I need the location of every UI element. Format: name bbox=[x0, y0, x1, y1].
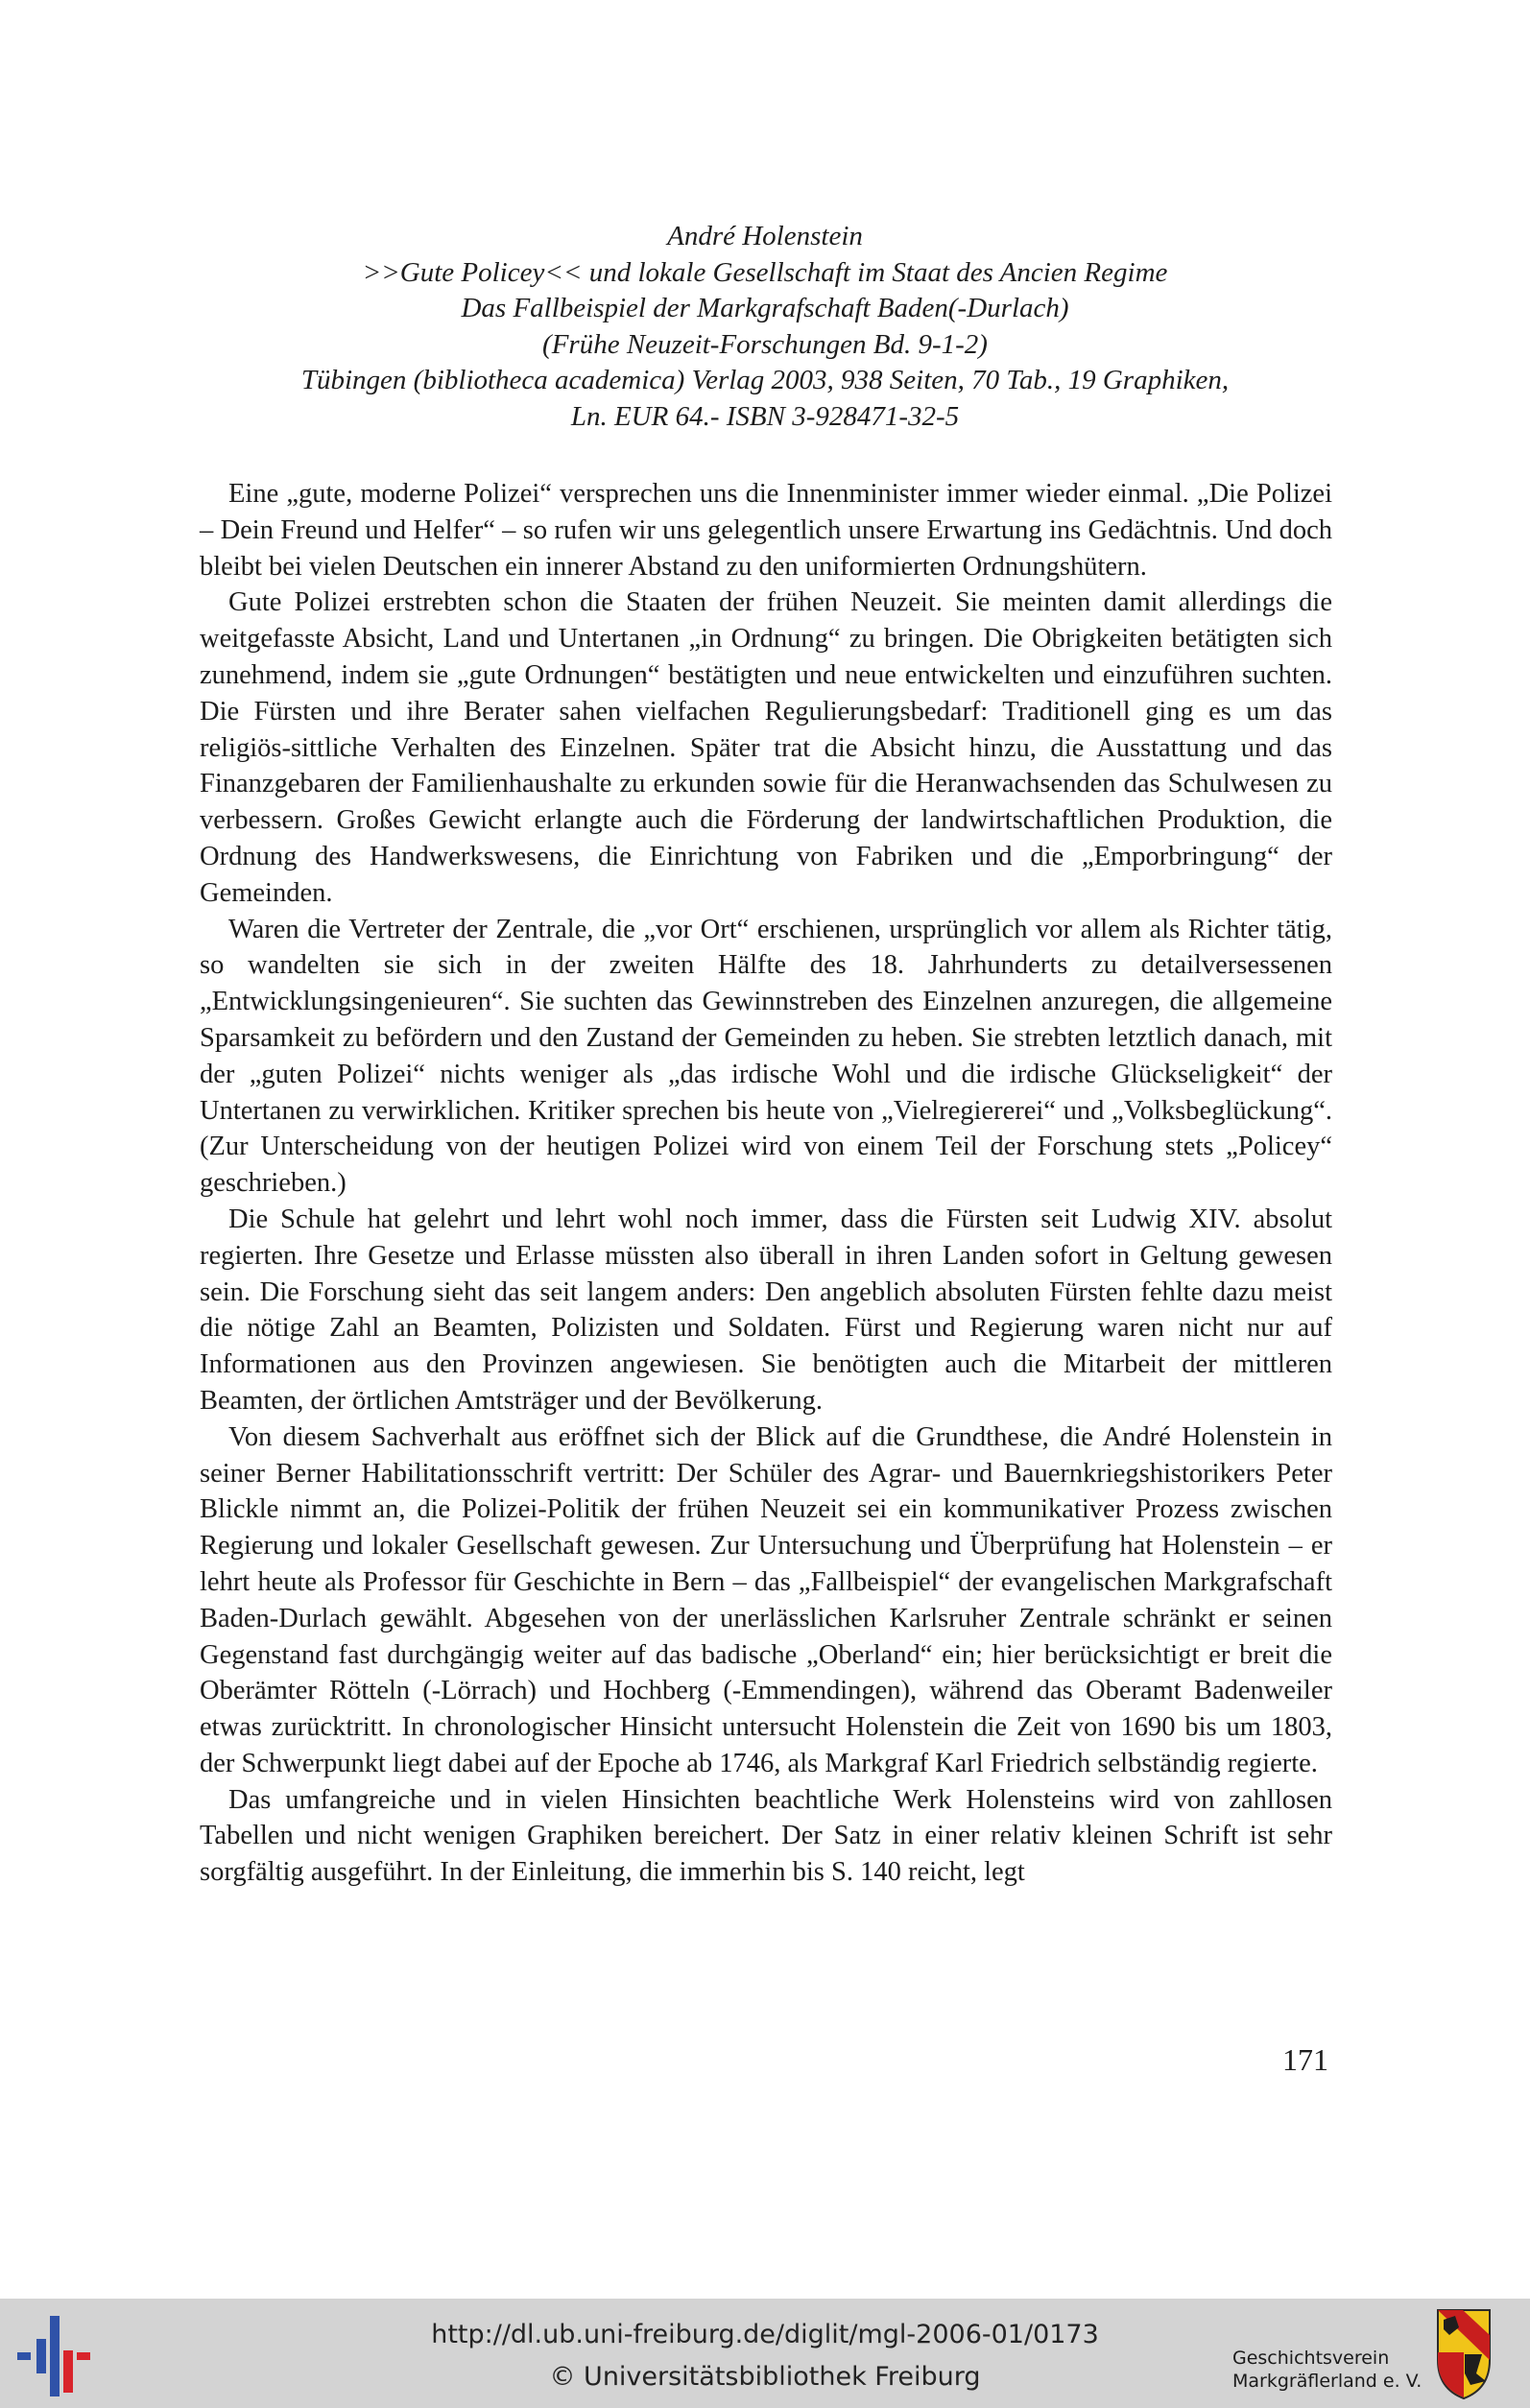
coat-of-arms-icon bbox=[1436, 2306, 1492, 2400]
society-name-line: Geschichtsverein bbox=[1232, 2348, 1390, 2369]
paragraph: Eine „gute, moderne Polizei“ versprechen uns die Innenminister immer wieder einmal. „Die Polizei – Dein Freund und Helfer“ – so rufen wir uns gelegentlich unsere Erwartung ins Gedächtnis. Und doch bleibt bei vielen Deutschen ein innerer Abstand zu den uniformierten Ordnungshütern. bbox=[200, 479, 1332, 582]
book-publisher: Tübingen (bibliotheca academica) Verlag 2003, 938 Seiten, 70 Tab., 19 Graphiken, bbox=[300, 365, 1230, 395]
review-header bbox=[192, 219, 1338, 435]
paragraph: Das umfangreiche und in vielen Hinsichten beachtliche Werk Holensteins wird von zahllosen Tabellen und nicht wenigen Graphiken bereichert. Der Satz in einer relativ kleinen Schrift ist sehr sorgfältig ausgeführt. In der Einleitung, die immerhin bis S. 140 reicht, legt bbox=[200, 1784, 1332, 1888]
book-price-isbn: Ln. EUR 64.- ISBN 3-928471-32-5 bbox=[570, 400, 960, 432]
copyright-notice: © Universitätsbibliothek Freiburg bbox=[549, 2362, 981, 2392]
book-author: André Holenstein bbox=[667, 221, 863, 251]
book-title: >>Gute Policey<< und lokale Gesellschaft im Staat des Ancien Regime bbox=[362, 256, 1168, 288]
book-subtitle: Das Fallbeispiel der Markgrafschaft Baden(-Durlach) bbox=[461, 293, 1069, 323]
review-body bbox=[200, 476, 1332, 1891]
society-name[interactable] bbox=[1232, 2347, 1422, 2393]
paragraph: Waren die Vertreter der Zentrale, die „vor Ort“ erschienen, ursprünglich vor allem als Richter tätig, so wandelten sie sich in der zweiten Hälfte des 18. Jahrhunderts zu detailversessenen „Entwicklungsingenieuren“. Sie suchten das Gewinnstreben des Einzelnen anzuregen, die allgemeine Sparsamkeit zu befördern und den Zustand der Gemeinden zu heben. Sie strebten letztlich danach, mit der „guten Polizei“ nichts weniger als „das irdische Wohl und die irdische Glückseligkeit“ der Untertanen zu verwirklichen. Kritiker sprechen bis heute von „Vielregiererei“ und „Volksbeglückung“. (Zur Unterscheidung von der heutigen Polizei wird von einem Teil der Forschung stets „Policey“ geschrieben.) bbox=[200, 914, 1332, 1199]
book-series: (Frühe Neuzeit-Forschungen Bd. 9-1-2) bbox=[542, 328, 988, 360]
permalink-url[interactable]: http://dl.ub.uni-freiburg.de/diglit/mgl-2006-01/0173 bbox=[431, 2320, 1099, 2349]
society-name-line: Markgräflerland e. V. bbox=[1232, 2371, 1422, 2392]
digitization-footer bbox=[0, 2299, 1530, 2408]
paragraph: Die Schule hat gelehrt und lehrt wohl noch immer, dass die Fürsten seit Ludwig XIV. absolut regierten. Ihre Gesetze und Erlasse müssten also überall in ihren Landen sofort in Geltung gewesen sein. Die Forschung sieht das seit langem anders: Den angeblich absoluten Fürsten fehlte dazu meist die nötige Zahl an Beamten, Polizisten und Soldaten. Fürst und Regierung waren nicht nur auf Informationen aus den Provinzen angewiesen. Sie benötigten auch die Mitarbeit der mittleren Beamten, der örtlichen Amtsträger und der Bevölkerung. bbox=[200, 1204, 1332, 1416]
paragraph: Von diesem Sachverhalt aus eröffnet sich der Blick auf die Grundthese, die André Holenstein in seiner Berner Habilitationsschrift vertritt: Der Schüler des Agrar- und Bauernkriegshistorikers Peter Blickle nimmt an, die Polizei-Politik der frühen Neuzeit sei ein kommunikativer Prozess zwischen Regierung und lokaler Gesellschaft gewesen. Zur Untersuchung und Überprüfung hat Holenstein – er lehrt heute als Professor für Geschichte in Bern – das „Fallbeispiel“ der evangelischen Markgrafschaft Baden-Durlach gewählt. Abgesehen von der unerlässlichen Karlsruher Zentrale schränkt er seinen Gegenstand fast durchgängig weiter auf das badische „Oberland“ ein; hier berücksichtigt er breit die Oberämter Rötteln (-Lörrach) und Hochberg (-Emmendingen), während das Oberamt Badenweiler etwas zurücktritt. In chronologischer Hinsicht untersucht Holenstein die Zeit von 1690 bis um 1803, der Schwerpunkt liegt dabei auf der Epoche ab 1746, als Markgraf Karl Friedrich selbständig regierte. bbox=[200, 1421, 1332, 1778]
paragraph: Gute Polizei erstrebten schon die Staaten der frühen Neuzeit. Sie meinten damit allerdings die weitgefasste Absicht, Land und Untertanen „in Ordnung“ zu bringen. Die Obrigkeiten betätigten sich zunehmend, indem sie „gute Ordnungen“ bestätigten und neue entwickelten und einzuführen suchten. Die Fürsten und ihre Berater sahen vielfachen Regulierungsbedarf: Traditionell ging es um das religiös-sittliche Verhalten des Einzelnen. Später trat die Absicht hinzu, die Ausstattung und das Finanzgebaren der Familienhaushalte zu erkunden sowie für die Heranwachsenden das Schulwesen zu verbessern. Großes Gewicht erlangte auch die Förderung der landwirtschaftlichen Produktion, die Ordnung des Handwerkswesens, die Einrichtung von Fabriken und die „Emporbringung“ der Gemeinden. bbox=[200, 587, 1332, 908]
page-number: 171 bbox=[1282, 2042, 1328, 2077]
